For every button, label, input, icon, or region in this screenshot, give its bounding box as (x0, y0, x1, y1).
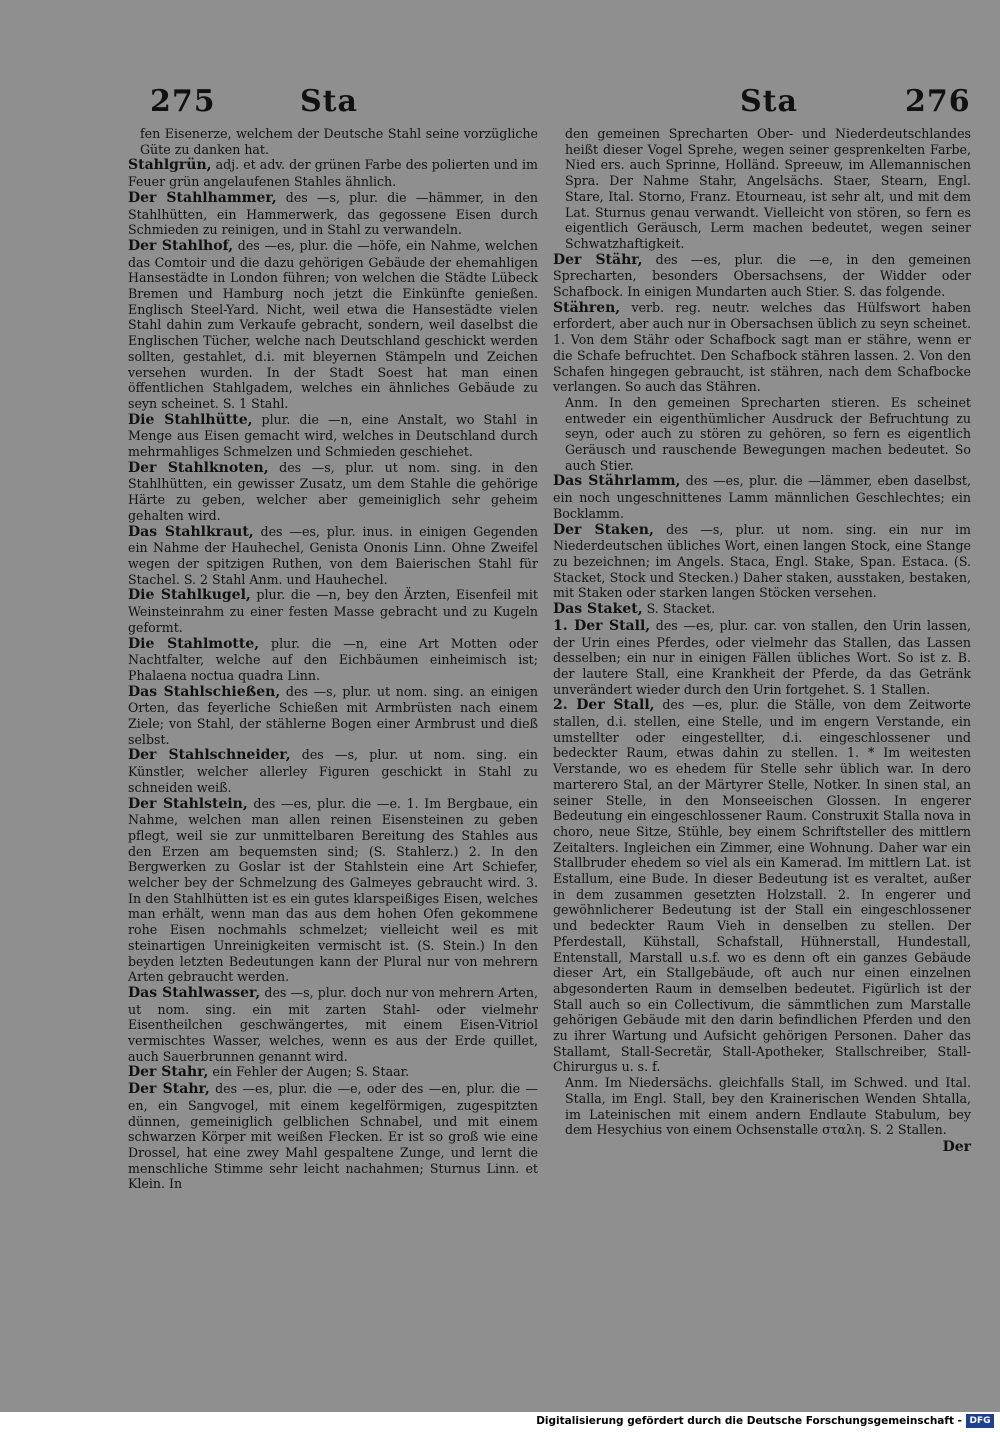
dictionary-entry (128, 684, 538, 748)
dictionary-entry (128, 796, 538, 985)
entry-headword: Stahlgrün, (128, 157, 212, 174)
right-page-number: 276 (905, 84, 971, 119)
left-text-column (128, 126, 538, 1192)
entry-text: ein Fehler der Augen; S. Staar. (212, 1064, 410, 1080)
entry-headword: Stähren, (553, 299, 621, 316)
entry-headword: Das Staket, (553, 601, 643, 618)
dictionary-entry (128, 985, 538, 1065)
entry-text: des —es, plur. car. von stallen, den Urin lassen, der Urin eines Pferdes, oder vielmehr das Stallen, das Lassen desselben; ein nur in einigen Fällen übliches Wort. So ist z. B. der lautere Stall, eine Krankheit der Pferde, da das Getränk unverändert wieder durch den Urin fortgehet. S. 1 Stallen. (553, 617, 971, 697)
catchword: Der (942, 1139, 971, 1155)
entry-headword: Das Stahlwasser, (128, 984, 261, 1001)
entry-text: fen Eisenerze, welchem der Deutsche Stahl seine vorzügliche Güte zu danken hat. (140, 126, 538, 157)
dictionary-entry (128, 412, 538, 460)
entry-headword: Der Stahlhof, (128, 237, 234, 254)
entry-text: des —es, plur. die —e. 1. Im Bergbaue, ein Nahme, welchen man allen reinen Eisensteinen zu geben pflegt, weil sie zur unmittelbaren Bereitung des Stahles aus den Erzen am bequemsten sind; (S. Stahlerz.) 2. In den Bergwerken zu Goslar ist der Stahlstein eine Art Schiefer, welcher bey der Schmelzung des Galmeyes gebraucht wird. 3. In den Stahlhütten ist es ein gutes klarspeißiges Eisen, welches man erhält, wenn man das aus dem hohen Ofen gekommene rohe Eisen nochmahls schmelzet; vielleicht weil es mit steinartigen Unreinigkeiten vermischt ist. (S. Stein.) In den beyden letzten Bedeutungen kann der Plural nur von mehrern Arten gebraucht werden. (128, 795, 538, 985)
dictionary-entry (128, 190, 538, 238)
dfg-logo-icon: DFG (966, 1414, 994, 1428)
dictionary-entry (553, 601, 971, 618)
entry-text: Anm. In den gemeinen Sprecharten stieren. Es scheinet entweder ein eigenthümlicher Ausdruck der Befruchtung zu seyn, oder auch zu stören zu gehören, so fern es eigentlich Geräusch und rauschende Bewegungen machen bedeutet. So auch Stier. (565, 394, 971, 473)
digitization-footer (0, 1412, 1000, 1432)
dictionary-entry (128, 587, 538, 635)
footer-credit: Digitalisierung gefördert durch die Deutsche Forschungsgemeinschaft - (536, 1415, 962, 1427)
entry-text: des —s, plur. ut nom. sing. ein Künstler, welcher allerley Figuren geschickt in Stahl zu schneiden weiß. (128, 747, 538, 795)
entry-text: plur. die —n, bey den Ärzten, Eisenfeil mit Weinsteinrahm zu einer festen Masse gebracht und zu Kugeln geformt. (128, 587, 538, 635)
entry-headword: Der Stahlhammer, (128, 189, 277, 206)
entry-text: plur. die —n, eine Art Motten oder Nachtfalter, welche auf den Eichbäumen einheimisch ist; Phalaena noctua quadra Linn. (128, 635, 538, 683)
entry-text: des —es, plur. inus. in einigen Gegenden ein Nahme der Hauhechel, Genista Ononis Linn. Ohne Zweifel wegen der spitzigen Ruthen, von dem Baierischen Stahl für Stachel. S. 2 Stahl Anm. und Hauhechel. (128, 523, 538, 587)
entry-headword: Die Stahlkugel, (128, 587, 251, 604)
dictionary-entry (553, 126, 971, 252)
entry-headword: Der Stahr, (128, 1081, 210, 1098)
entry-headword: Der Staken, (553, 521, 654, 538)
entry-text: des —s, plur. doch nur von mehrern Arten, ut nom. sing. ein mit zarten Stahl- oder vielmehr Eisentheilchen geschwängertes, mit einem Eisen-Vitriol vermischtes Wasser, welches, wenn es aus der Erde quillet, auch Sauerbrunnen genannt wird. (128, 984, 538, 1064)
entry-headword: Das Stahlschießen, (128, 683, 281, 700)
left-page-number: 275 (150, 84, 216, 119)
entry-headword: Das Stährlamm, (553, 473, 681, 490)
entry-text: des —s, plur. ut nom. sing. an einigen Orten, das feyerliche Schießen mit Armbrüsten nach einem Ziele; von Stahl, der stählerne Bogen einer Armbrust und dieß selbst. (128, 683, 538, 747)
entry-text: des —s, plur. ut nom. sing. in den Stahlhütten, ein gewisser Zusatz, um dem Stahle die gehörige Härte zu geben, welcher aber gemeiniglich sehr geheim gehalten wird. (128, 459, 538, 523)
right-running-head: Sta (740, 84, 798, 119)
entry-headword: Der Stahlknoten, (128, 459, 269, 476)
entry-text: des —s, plur. die —hämmer, in den Stahlhütten, ein Hammerwerk, das gegossene Eisen durch Schmieden zu reinigen, und in Stahl zu verwandeln. (128, 189, 538, 238)
dictionary-entry (128, 1081, 538, 1192)
entry-headword: Der Stahlschneider, (128, 747, 291, 764)
dictionary-entry (128, 157, 538, 189)
entry-headword: Der Stähr, (553, 251, 643, 268)
entry-headword: Die Stahlmotte, (128, 635, 260, 652)
entry-text: des —es, plur. die Ställe, von dem Zeitworte stallen, d.i. stellen, eine Stelle, und im engern Verstande, ein umstellter oder eingestellter, d.i. eingeschlossener und bedeckter Raum, etwas dahin zu stellen. 1. * Im weitesten Verstande, wo es ehedem für Stelle sehr üblich war. In dero marterero Stal, an der Märtyrer Stelle, Notker. In sinen stal, an seiner Stelle, in den Monseeischen Glossen. In engerer Bedeutung ein eingeschlossener Raum. Construxit Stalla nova in choro, neue Sitze, Stühle, bey einem Schriftsteller des mittlern Zeitalters. Ingleichen ein Zimmer, eine Wohnung. Daher war ein Stallbruder ehedem so viel als ein Kamerad. Im mittlern Lat. ist Estallum, eine Bude. In dieser Bedeutung ist es veraltet, außer in dem zusammen gesetzten Holzstall. 2. In engerer und gewöhnlicherer Bedeutung ist der Stall ein eingeschlossener und bedeckter Raum Vieh in denselben zu stellen. Der Pferdestall, Kühstall, Schafstall, Hühnerstall, Hundestall, Entenstall, Marstall u.s.f. wo es denn oft ein ganzes Gebäude dieser Art, ein Stallgebäude, oft auch nur einen einzelnen abgesonderten Raum in demselben bedeutet. Figürlich ist der Stall auch so ein Collectivum, die sämmtlichen zum Marstalle gehörigen Gebäude mit den darin befindlichen Pferden und den zu ihrer Wartung und Aufsicht gehörigen Personen. Daher das Stallamt, Stall-Secretär, Stall-Apotheker, Stallschreiber, Stall-Chirurgus u. s. f. (553, 697, 971, 1075)
entry-text: des —es, plur. die —e, oder des —en, plur. die —en, ein Sangvogel, mit einem kegelförmigen, zugespitzten dünnen, gemeiniglich gelblichen Schnabel, und mit einem schwarzen Körper mit weißen Flecken. Er ist so groß wie eine Drossel, hat eine zwey Mahl gespaltene Zunge, und lernt die menschliche Stimme sehr leicht nachahmen; Sturnus Linn. et Klein. In (128, 1081, 538, 1192)
entry-text: verb. reg. neutr. welches das Hülfswort haben erfordert, aber auch nur in Obersachsen üblich zu seyn scheinet. 1. Von dem Stähr oder Schafbock sagt man er stähre, wenn er die Schafe befruchtet. Den Schafbock stähren lassen. 2. Von den Schafen hingegen gebraucht, ist stähren, nach dem Schafbocke verlangen. So auch das Stähren. (553, 299, 971, 395)
dictionary-entry (553, 522, 971, 602)
entry-text: Anm. Im Niedersächs. gleichfalls Stall, im Schwed. und Ital. Stalla, im Engl. Stall, bey den Krainerischen Wenden Shtalla, im Lateinischen mit einem andern Endlaute Stabulum, bey dem Hesychius von einem Ochsenstalle σταλη. S. 2 Stallen. (565, 1075, 971, 1138)
entry-headword: Der Stahr, (128, 1064, 209, 1081)
dictionary-entry (128, 1064, 538, 1081)
dictionary-entry (553, 697, 971, 1075)
entry-headword: Das Stahlkraut, (128, 523, 254, 540)
entry-headword: 2. Der Stall, (553, 697, 655, 714)
entry-headword: Die Stahlhütte, (128, 411, 253, 428)
dictionary-entry (128, 747, 538, 795)
left-running-head: Sta (300, 84, 358, 119)
right-text-column (553, 126, 971, 1156)
dictionary-entry (128, 238, 538, 412)
dictionary-entry (128, 636, 538, 684)
dictionary-entry (553, 473, 971, 521)
entry-text: den gemeinen Sprecharten Ober- und Niederdeutschlandes heißt dieser Vogel Sprehe, wegen seiner gesprenkelten Farbe, Nied ers. auch Sprinne, Holländ. Spreeuw, im Allemannischen Spra. Der Nahme Stahr, Angelsächs. Staer, Stearn, Engl. Stare, Ital. Storno, Franz. Etourneau, ist sehr alt, und mit dem Lat. Sturnus genau verwandt. Vielleicht von stören, so fern es eigentlich Geräusch, Lerm machen bedeutet, wegen seiner Schwatzhaftigkeit. (565, 126, 971, 251)
entry-headword: Der Stahlstein, (128, 795, 248, 812)
dictionary-entry (553, 300, 971, 395)
entry-text: plur. die —n, eine Anstalt, wo Stahl in Menge aus Eisen gemacht wird, welches in Deutschland durch mehrmahliges Schmelzen und Schmieden geschiehet. (128, 411, 538, 460)
entry-headword: 1. Der Stall, (553, 617, 651, 634)
dictionary-entry (128, 126, 538, 157)
dictionary-entry (553, 618, 971, 698)
entry-text: des —es, plur. die —lämmer, eben daselbst, ein noch ungeschnittenes Lamm männlichen Geschlechtes; ein Bocklamm. (553, 473, 971, 521)
dictionary-entry (128, 460, 538, 524)
entry-text: des —es, plur. die —höfe, ein Nahme, welchen das Comtoir und die dazu gehörigen Gebäude der ehemahligen Hansestädte in London führen; von welchen die Städte Lübeck Bremen und Hamburg noch jetzt die Einkünfte genießen. Englisch Steel-Yard. Nicht, weil etwa die Hansestädte vielen Stahl dahin zum Verkaufe gebracht, sondern, weil daselbst die Englischen Tücher, welche nach Deutschland geschickt werden sollten, gestahlet, d.i. mit bleyernen Stämpeln und Zeichen versehen wurden. In der Stadt Soest hat man einen öffentlichen Stahlgadem, welches ein ähnliches Gebäude zu seyn scheinet. S. 1 Stahl. (128, 237, 538, 411)
entry-text: des —s, plur. ut nom. sing. ein nur im Niederdeutschen übliches Wort, einen langen Stock, eine Stange zu bezeichnen; im Angels. Staca, Engl. Stake, Span. Estaca. (S. Stacket, Stock und Stecken.) Daher staken, ausstaken, bestaken, mit Staken oder starken langen Stöcken versehen. (553, 521, 971, 601)
dictionary-entry (128, 524, 538, 588)
dictionary-entry (553, 252, 971, 300)
entry-text: des —es, plur. die —e, in den gemeinen Sprecharten, besonders Obersachsens, der Widder oder Schafbock. In einigen Mundarten auch Stier. S. das folgende. (553, 251, 972, 300)
entry-text: S. Stacket. (646, 601, 716, 617)
dictionary-entry (553, 395, 971, 474)
entry-text: adj. et adv. der grünen Farbe des polierten und im Feuer grün angelaufenen Stahles ähnlich. (128, 157, 538, 190)
dictionary-entry (553, 1075, 971, 1138)
